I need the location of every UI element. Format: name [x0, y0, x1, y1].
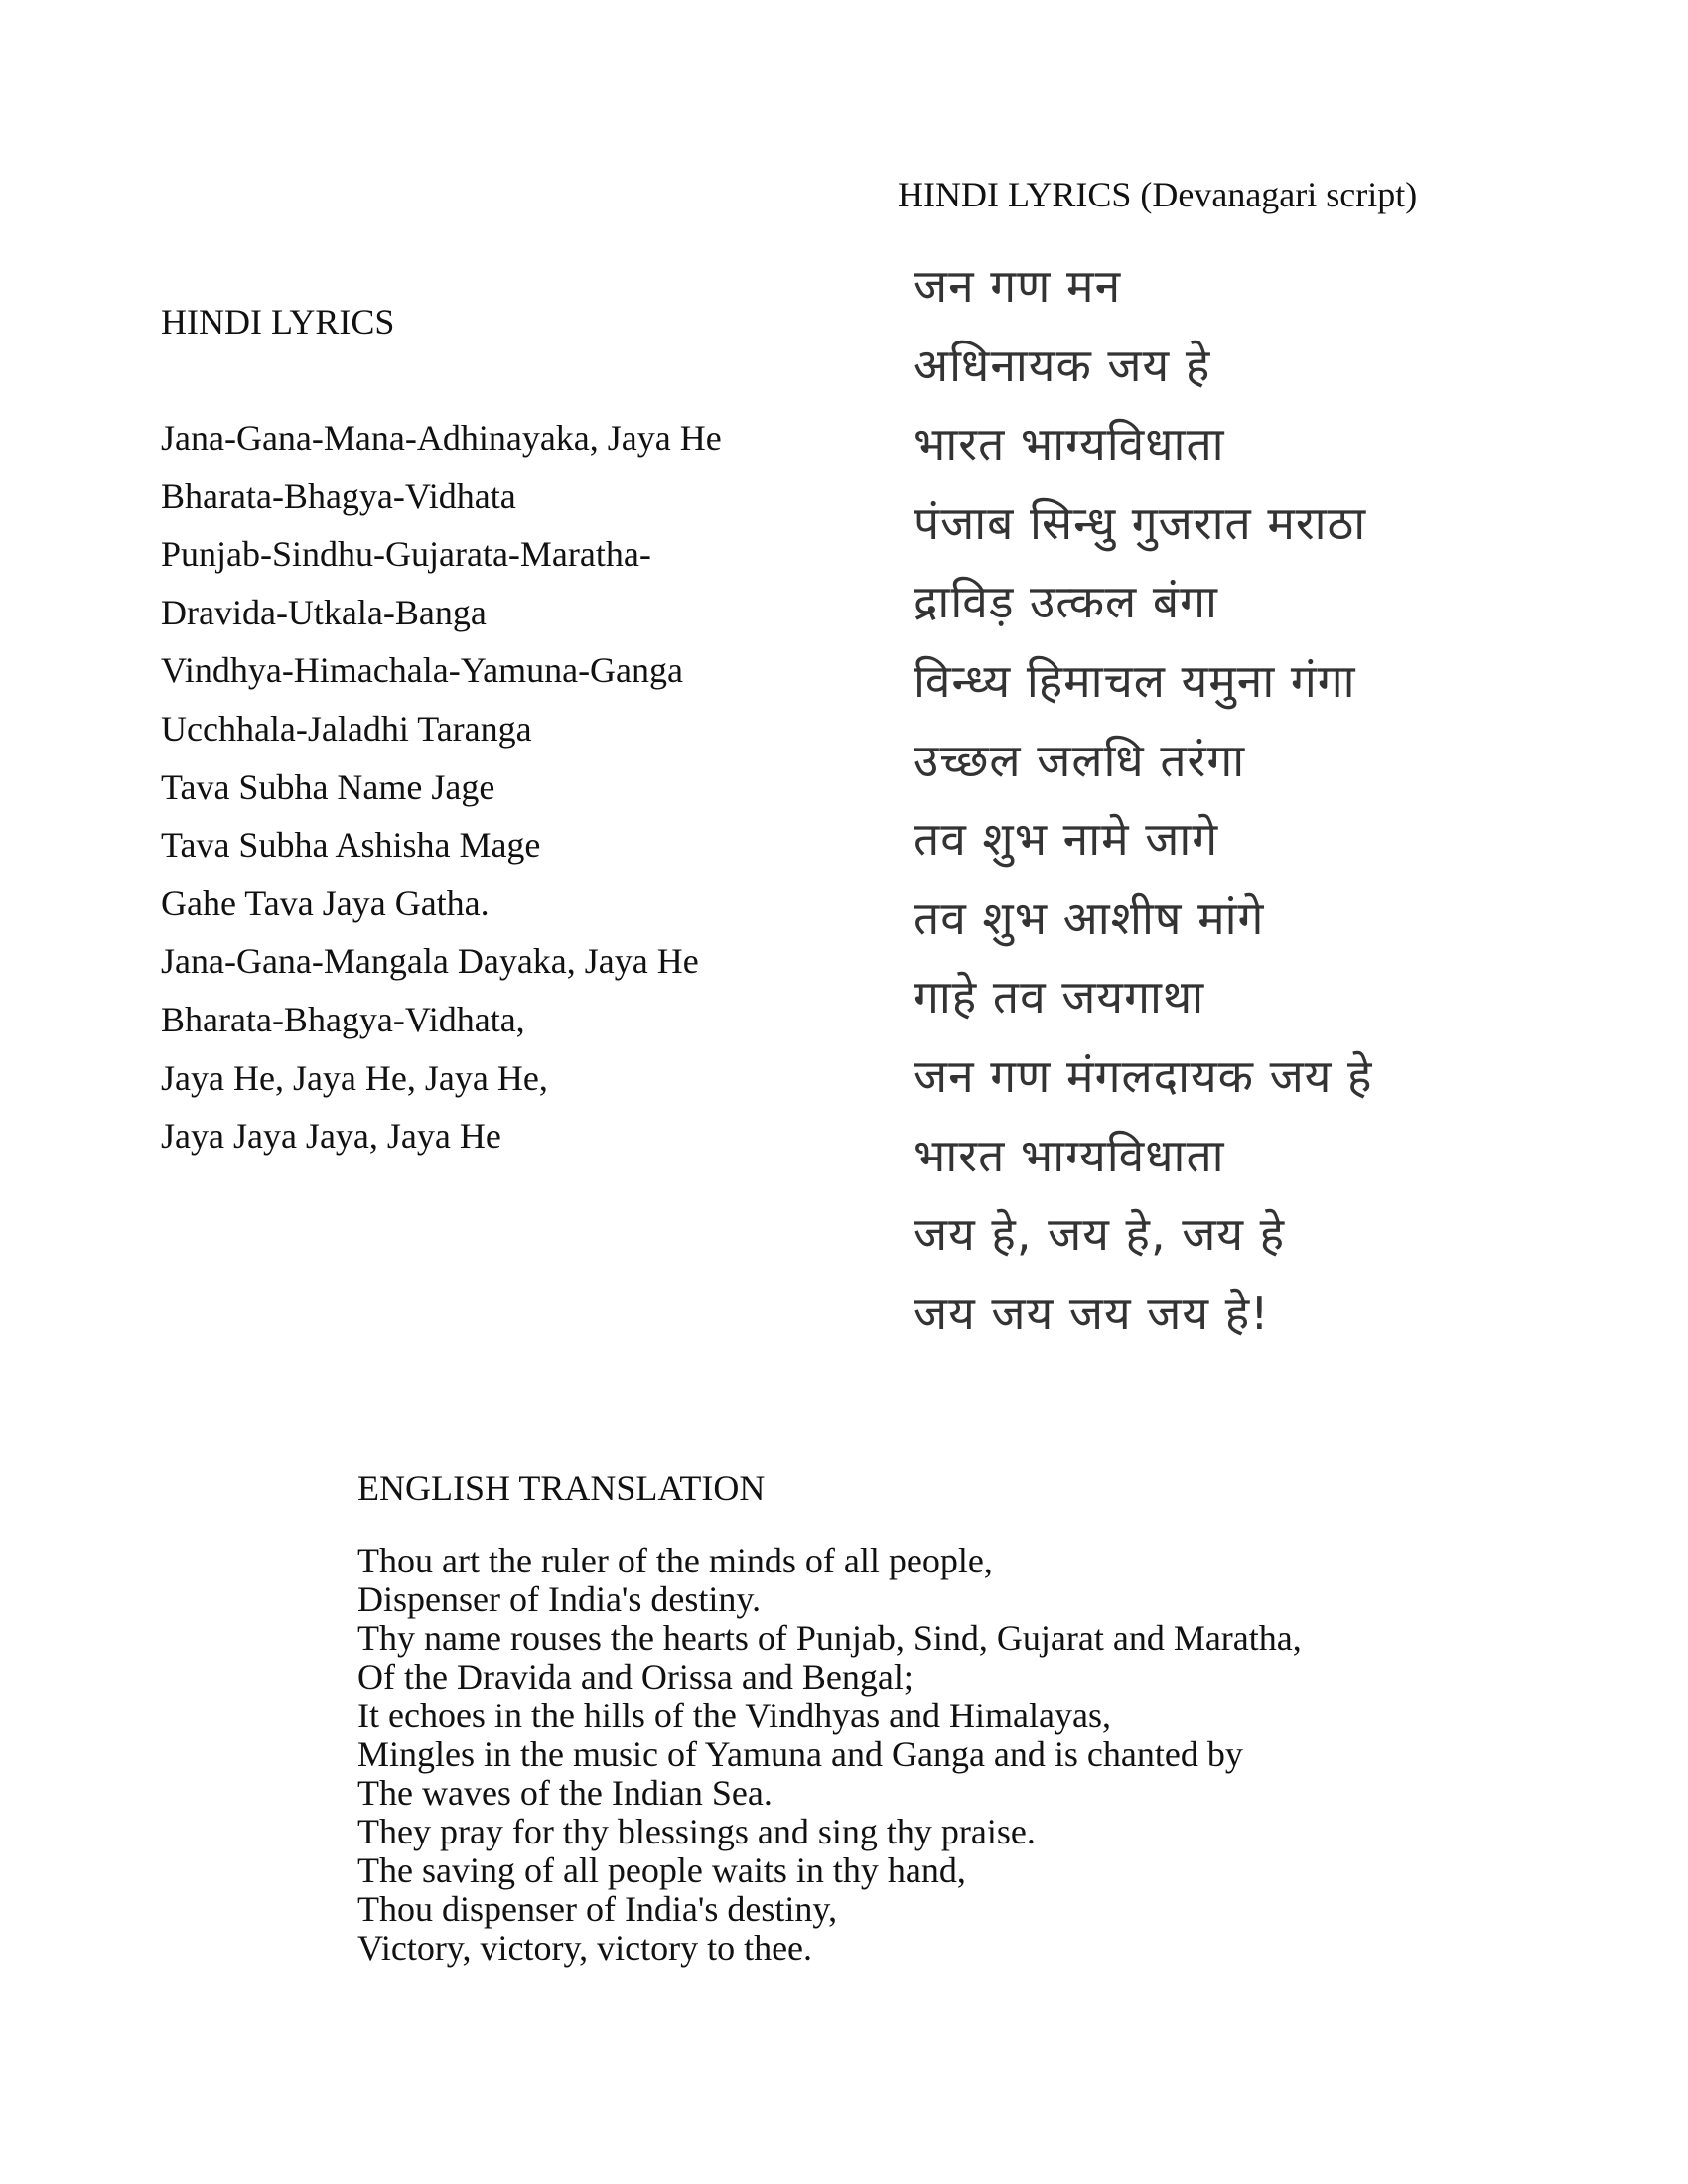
english-translation-line: It echoes in the hills of the Vindhyas and Himalayas, — [357, 1696, 1112, 1735]
transliterated-lyric-line: Tava Subha Name Jage — [161, 766, 495, 807]
transliterated-lyric-line: Vindhya-Himachala-Yamuna-Ganga — [161, 650, 684, 691]
transliterated-lyric-line: Jana-Gana-Mangala Dayaka, Jaya He — [161, 941, 699, 982]
devanagari-lyric-line: जय हे, जय हे, जय हे — [914, 1207, 1286, 1262]
english-translation-heading: ENGLISH TRANSLATION — [357, 1468, 766, 1508]
transliterated-lyric-line: Tava Subha Ashisha Mage — [161, 825, 541, 866]
english-translation-line: Thy name rouses the hearts of Punjab, Sind, Gujarat and Maratha, — [357, 1618, 1302, 1658]
devanagari-lyric-line: जय जय जय जय हे! — [914, 1286, 1270, 1340]
english-translation-line: They pray for thy blessings and sing thy praise. — [357, 1812, 1036, 1851]
english-translation-line: The saving of all people waits in thy hand, — [357, 1850, 966, 1890]
devanagari-lyric-line: तव शुभ आशीष मांगे — [914, 890, 1265, 945]
devanagari-lyric-line: जन गण मन — [914, 259, 1122, 313]
english-translation-line: Victory, victory, victory to thee. — [357, 1928, 813, 1968]
hindi-lyrics-heading: HINDI LYRICS — [161, 302, 395, 341]
transliterated-lyric-line: Punjab-Sindhu-Gujarata-Maratha- — [161, 534, 651, 575]
transliterated-lyric-line: Bharata-Bhagya-Vidhata — [161, 476, 516, 516]
devanagari-lyric-line: तव शुभ नामे जागे — [914, 812, 1219, 867]
transliterated-lyric-line: Ucchhala-Jaladhi Taranga — [161, 708, 532, 749]
english-translation-line: The waves of the Indian Sea. — [357, 1773, 773, 1813]
transliterated-lyric-line: Bharata-Bhagya-Vidhata, — [161, 999, 525, 1039]
devanagari-lyrics-list — [914, 256, 1373, 1362]
devanagari-lyric-line: जन गण मंगलदायक जय हे — [914, 1048, 1373, 1103]
devanagari-lyric-line: भारत भाग्यविधाता — [914, 417, 1225, 472]
transliterated-lyric-line: Jaya He, Jaya He, Jaya He, — [161, 1057, 548, 1098]
english-translation-line: Thou art the ruler of the minds of all people, — [357, 1541, 993, 1580]
transliterated-lyric-line: Dravida-Utkala-Banga — [161, 592, 487, 632]
english-translation-line: Thou dispenser of India's destiny, — [357, 1889, 838, 1929]
devanagari-lyric-line: गाहे तव जयगाथा — [914, 970, 1205, 1024]
english-translation-line: Of the Dravida and Orissa and Bengal; — [357, 1657, 914, 1697]
devanagari-lyric-line: भारत भाग्यविधाता — [914, 1128, 1225, 1182]
devanagari-lyrics-heading: HINDI LYRICS (Devanagari script) — [898, 175, 1418, 214]
transliterated-lyric-line: Jaya Jaya Jaya, Jaya He — [161, 1116, 501, 1157]
devanagari-lyric-line: अधिनायक जय हे — [914, 338, 1211, 392]
devanagari-lyric-line: विन्ध्य हिमाचल यमुना गंगा — [914, 653, 1356, 708]
transliterated-lyric-line: Jana-Gana-Mana-Adhinayaka, Jaya He — [161, 418, 722, 458]
english-translation-line: Dispenser of India's destiny. — [357, 1579, 762, 1619]
transliterated-lyrics-list — [161, 415, 722, 1171]
devanagari-lyric-line: पंजाब सिन्धु गुजरात मराठा — [914, 495, 1367, 550]
devanagari-lyric-line: उच्छल जलधि तरंगा — [914, 733, 1246, 787]
devanagari-lyric-line: द्राविड़ उत्कल बंगा — [914, 575, 1218, 629]
transliterated-lyric-line: Gahe Tava Jaya Gatha. — [161, 883, 490, 923]
english-translation-line: Mingles in the music of Yamuna and Ganga and is chanted by — [357, 1734, 1243, 1774]
english-translation-list — [357, 1542, 1302, 1968]
